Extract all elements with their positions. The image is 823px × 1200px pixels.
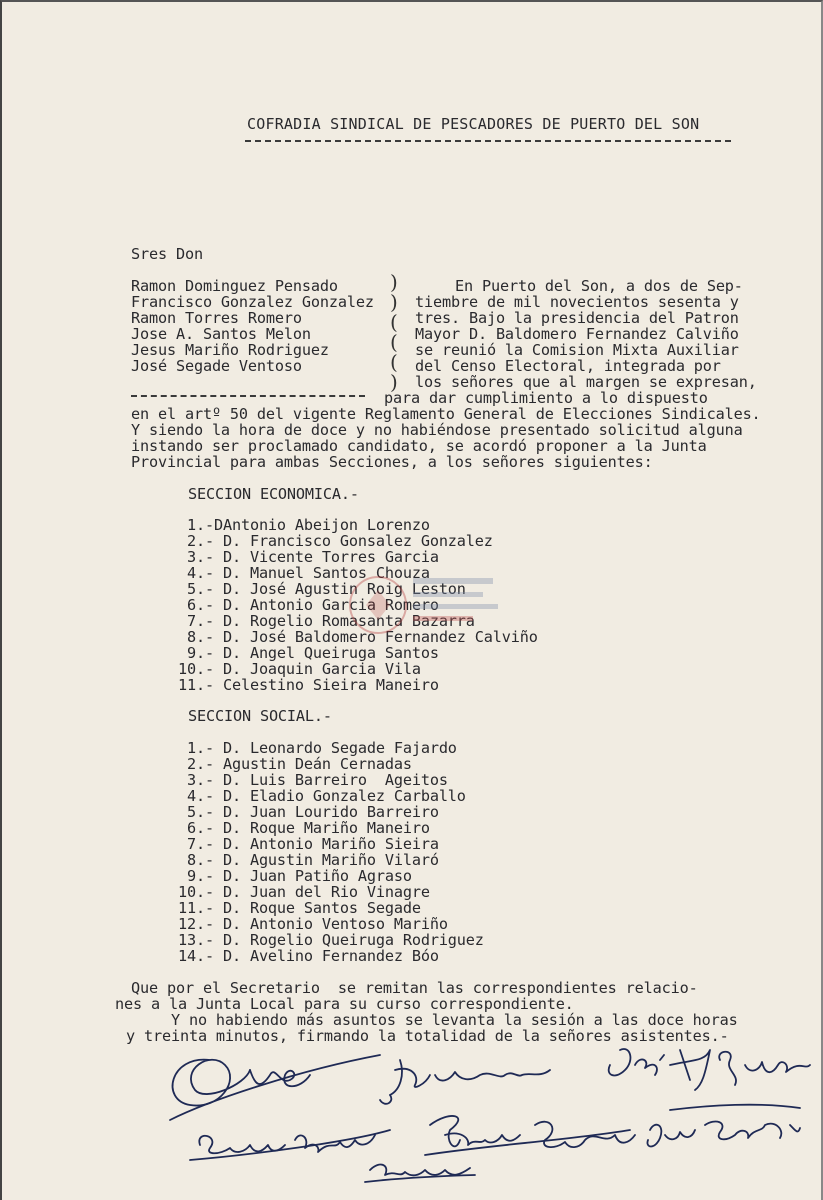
list-item: 12.- D. Antonio Ventoso Mariño xyxy=(178,915,448,933)
list-item: 11.- D. Roque Santos Segade xyxy=(178,899,421,917)
faint-seal-stamp xyxy=(318,560,508,650)
list-item: 9.- D. Juan Patiño Agraso xyxy=(178,867,412,885)
list-item: 4.- D. Manuel Santos Chouza xyxy=(178,564,430,582)
list-item: 7.- D. Rogelio Romasanta Bazarra xyxy=(178,612,475,630)
intro-line: para dar cumplimiento a lo dispuesto xyxy=(384,389,708,407)
addressee: Jose A. Santos Melon xyxy=(131,325,311,343)
list-item: 10.- D. Juan del Rio Vinagre xyxy=(178,883,430,901)
document-title: COFRADIA SINDICAL DE PESCADORES DE PUERTO DEL SON xyxy=(247,115,700,133)
addressee: José Segade Ventoso xyxy=(131,357,302,375)
intro-line: tiembre de mil novecientos sesenta y xyxy=(415,293,739,311)
brace-mark: ) xyxy=(390,290,398,314)
section-heading-social: SECCION SOCIAL.- xyxy=(188,707,332,725)
list-item: 3.- D. Vicente Torres Garcia xyxy=(178,548,439,566)
margin-dashes xyxy=(131,395,365,397)
intro-line: los señores que al margen se expresan, xyxy=(415,373,757,391)
list-item: 9.- D. Angel Queiruga Santos xyxy=(178,644,439,662)
intro-line: En Puerto del Son, a dos de Sep- xyxy=(455,277,743,295)
list-item: 2.- Agustin Deán Cernadas xyxy=(178,755,412,773)
title-underline xyxy=(245,140,731,142)
list-item: 14.- D. Avelino Fernandez Bóo xyxy=(178,947,439,965)
signature-7 xyxy=(365,1165,475,1182)
intro-line: Mayor D. Baldomero Fernandez Calviño xyxy=(415,325,739,343)
closing-line: Y no habiendo más asuntos se levanta la sesión a las doce horas xyxy=(126,1011,738,1029)
addressee: Ramon Torres Romero xyxy=(131,309,302,327)
salutation: Sres Don xyxy=(131,245,203,263)
brace-mark: ( xyxy=(390,350,398,374)
list-item: 13.- D. Rogelio Queiruga Rodriguez xyxy=(178,931,484,949)
intro-paragraph-line: Y siendo la hora de doce y no habiéndose presentado solicitud alguna xyxy=(131,421,743,439)
signature-5 xyxy=(425,1116,635,1155)
signature-1 xyxy=(170,1055,380,1120)
addressee: Francisco Gonzalez Gonzalez xyxy=(131,293,374,311)
list-item: 1.- D. Leonardo Segade Fajardo xyxy=(178,739,457,757)
section-heading-economica: SECCION ECONOMICA.- xyxy=(188,485,359,503)
intro-paragraph-line: instando ser proclamado candidato, se acordó proponer a la Junta xyxy=(131,437,707,455)
brace-mark: ( xyxy=(390,310,398,334)
list-item: 6.- D. Antonio Garcia Romero xyxy=(178,596,439,614)
intro-paragraph-line: Provincial para ambas Secciones, a los señores siguientes: xyxy=(131,453,653,471)
list-item: 8.- D. José Baldomero Fernandez Calviño xyxy=(178,628,538,646)
closing-line: y treinta minutos, firmando la totalidad de la señores asistentes.- xyxy=(126,1027,729,1045)
list-item: 10.- D. Joaquin Garcia Vila xyxy=(178,660,421,678)
signature-4 xyxy=(190,1130,390,1160)
intro-line: del Censo Electoral, integrada por xyxy=(415,357,721,375)
list-item: 5.- D. Juan Lourido Barreiro xyxy=(178,803,439,821)
closing-line: Que por el Secretario se remitan las correspondientes relacio- xyxy=(131,979,698,997)
signature-3 xyxy=(609,1049,810,1090)
list-item: 5.- D. José Agustin Roig Leston xyxy=(178,580,466,598)
signature-6 xyxy=(647,1105,800,1147)
brace-mark: ( xyxy=(390,330,398,354)
list-item: 8.- D. Agustin Mariño Vilaró xyxy=(178,851,439,869)
signature-2 xyxy=(380,1060,550,1104)
list-item: 7.- D. Antonio Mariño Sieira xyxy=(178,835,439,853)
list-item: 2.- D. Francisco Gonsalez Gonzalez xyxy=(178,532,493,550)
signatures-area xyxy=(150,1030,820,1200)
intro-paragraph-line: en el artº 50 del vigente Reglamento General de Elecciones Sindicales. xyxy=(131,405,761,423)
list-item: 1.-DAntonio Abeijon Lorenzo xyxy=(178,516,430,534)
list-item: 4.- D. Eladio Gonzalez Carballo xyxy=(178,787,466,805)
addressee: Jesus Mariño Rodriguez xyxy=(131,341,329,359)
list-item: 6.- D. Roque Mariño Maneiro xyxy=(178,819,430,837)
intro-line: se reunió la Comision Mixta Auxiliar xyxy=(415,341,739,359)
list-item: 3.- D. Luis Barreiro Ageitos xyxy=(178,771,448,789)
brace-mark: ) xyxy=(390,370,398,394)
closing-line: nes a la Junta Local para su curso correspondiente. xyxy=(115,995,574,1013)
brace-mark: ) xyxy=(390,270,398,294)
addressee: Ramon Dominguez Pensado xyxy=(131,277,338,295)
list-item: 11.- Celestino Sieira Maneiro xyxy=(178,676,439,694)
intro-line: tres. Bajo la presidencia del Patron xyxy=(415,309,739,327)
